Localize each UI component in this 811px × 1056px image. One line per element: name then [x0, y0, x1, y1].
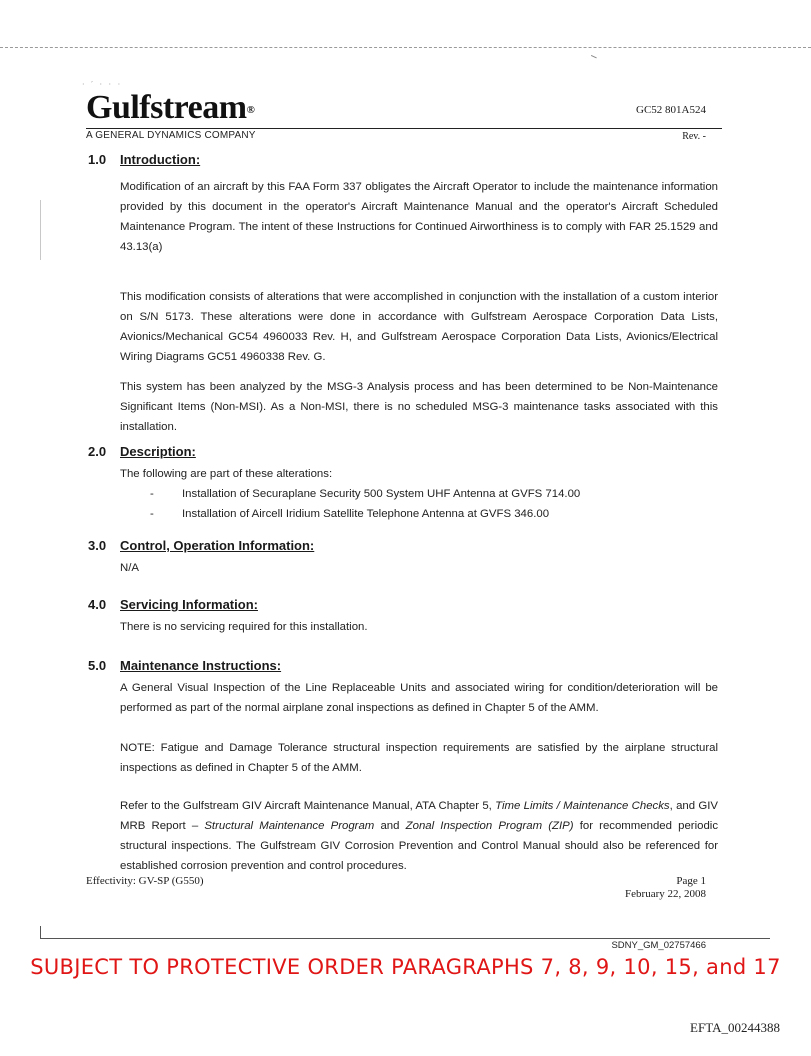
paragraph: Refer to the Gulfstream GIV Aircraft Maintenance Manual, ATA Chapter 5, Time Limits / Maintenance Checks, and GIV MRB Report – Structural Maintenance Program and Zonal Inspection Program (ZIP) for recommended periodic structural inspections. The Gulfstream GIV Corrosion Prevention and Control Manual should also be referenced for established corrosion prevention and control procedures.: [120, 800, 719, 872]
bottom-corner-line: [40, 926, 41, 938]
section-number: 2.0: [88, 444, 107, 459]
section-title: Maintenance Instructions:: [120, 658, 282, 673]
gulfstream-logo: Gulfstream®: [86, 89, 255, 126]
bates-number: SDNY_GM_02757466: [611, 940, 706, 951]
protective-order-stamp: SUBJECT TO PROTECTIVE ORDER PARAGRAPHS 7, 8, 9, 10, 15, and 17: [30, 955, 781, 979]
list-item: - Installation of Aircell Iridium Satellite Telephone Antenna at GVFS 346.00: [150, 508, 550, 520]
paragraph: This modification consists of alterations that were accomplished in conjunction with the installation of a custom interior on S/N 5173. These alterations were done in accordance with Gulfstream Aerospace Corporation Data Lists, Avionics/Mechanical GC54 4960033 Rev. H, and Gulfstream Aerospace Corporation Data Lists, Avionics/Electrical Wiring Diagrams GC51 4960338 Rev. G.: [120, 291, 718, 363]
top-scan-line: [0, 47, 811, 48]
header-rule: [86, 128, 722, 129]
paragraph: Modification of an aircraft by this FAA Form 337 obligates the Aircraft Operator to include the maintenance information provided by this document in the operator's Aircraft Maintenance Manual and the operator's Aircraft Scheduled Maintenance Program. The intent of these Instructions for Continued Airworthiness is to comply with FAR 25.1529 and 43.13(a): [120, 181, 718, 253]
section-title: Control, Operation Information:: [120, 538, 315, 553]
list-item: - Installation of Securaplane Security 500 System UHF Antenna at GVFS 714.00: [150, 488, 581, 500]
description-list: [120, 464, 720, 524]
effectivity: Effectivity: GV-SP (G550): [86, 875, 204, 887]
document-date: February 22, 2008: [625, 888, 706, 900]
scan-mark: [589, 55, 597, 62]
document-number: GC52 801A524: [636, 104, 706, 116]
section-number: 1.0: [88, 152, 107, 167]
section-title: Introduction:: [120, 152, 201, 167]
scan-specks: · ′ · · ·: [82, 80, 123, 89]
company-line: A GENERAL DYNAMICS COMPANY: [86, 130, 256, 141]
note-paragraph: NOTE: Fatigue and Damage Tolerance structural inspection requirements are satisfied by the airplane structural inspections as defined in Chapter 5 of the AMM.: [120, 742, 718, 774]
paragraph: N/A: [120, 562, 139, 574]
paragraph: There is no servicing required for this installation.: [120, 621, 368, 633]
paragraph: This system has been analyzed by the MSG-3 Analysis process and has been determined to be Non-Maintenance Significant Items (Non-MSI). As a Non-MSI, there is no scheduled MSG-3 maintenance tasks associated with this installation.: [120, 381, 718, 433]
bottom-rule: [40, 938, 770, 939]
section-title: Description:: [120, 444, 196, 459]
revision-label: Rev. -: [682, 131, 706, 142]
section-title: Servicing Information:: [120, 597, 258, 612]
section-number: 4.0: [88, 597, 107, 612]
page-info: [600, 875, 706, 901]
list-intro: The following are part of these alterations:: [120, 468, 333, 480]
paragraph: A General Visual Inspection of the Line Replaceable Units and associated wiring for condition/deterioration will be performed as part of the normal airplane zonal inspections as defined in Chapter 5 of the AMM.: [120, 682, 718, 714]
section-number: 5.0: [88, 658, 107, 673]
page-number: Page 1: [676, 875, 706, 887]
efta-number: EFTA_00244388: [690, 1020, 780, 1035]
left-margin-marks: [40, 200, 41, 260]
section-number: 3.0: [88, 538, 107, 553]
